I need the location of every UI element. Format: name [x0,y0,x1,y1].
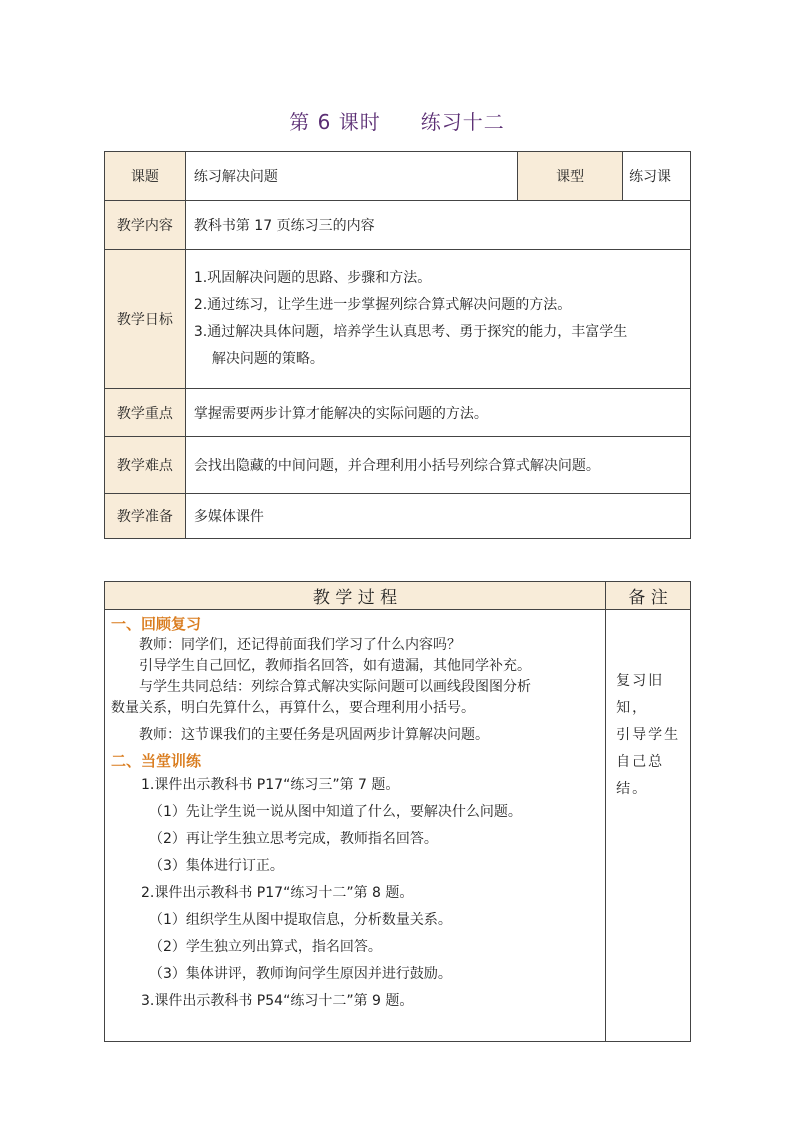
review-line: 教师：这节课我们的主要任务是巩固两步计算解决问题。 [139,727,489,743]
lesson-info-table [104,151,691,539]
practice-item-1: 1.课件出示教科书 P17“练习三”第 7 题。 [141,777,400,793]
goals-row [105,250,691,389]
review-line: 数量关系，明白先算什么，再算什么，要合理利用小括号。 [111,700,475,716]
process-header-row [105,582,691,610]
section-review-title: 一、回顾复习 [111,615,202,633]
notes-header: 备 注 [606,582,691,610]
teaching-process-table [104,581,691,1042]
review-line: 与学生共同总结：列综合算式解决实际问题可以画线段图图分析 [139,679,531,695]
review-line: 教师：同学们，还记得前面我们学习了什么内容吗？ [139,637,461,653]
goal-line: 1.巩固解决问题的思路、步骤和方法。 [193,270,432,286]
note-line: 自己总结。 [616,754,665,797]
practice-subitem: （3）集体讲评，教师询问学生原因并进行鼓励。 [149,966,452,982]
lesson-number: 第 6 课时 [289,110,381,134]
topic-row [105,152,691,201]
topic-label: 课题 [105,152,186,201]
practice-subitem: （1）先让学生说一说从图中知道了什么，要解决什么问题。 [149,804,522,820]
review-line: 引导学生自己回忆，教师指名回答，如有遗漏，其他同学补充。 [139,658,531,674]
goal-line: 3.通过解决具体问题，培养学生认真思考、勇于探究的能力，丰富学生 [193,324,628,340]
page-title [0,106,794,135]
notes-content [606,610,691,1042]
goal-line: 解决问题的策略。 [211,351,324,367]
type-value: 练习课 [623,152,691,201]
goals-label: 教学日标 [105,250,186,389]
difficulty-row [105,437,691,494]
practice-subitem: （3）集体进行订正。 [149,858,284,874]
practice-subitem: （2）再让学生独立思考完成，教师指名回答。 [149,831,438,847]
practice-item-2: 2.课件出示教科书 P17“练习十二”第 8 题。 [141,885,414,901]
goals-value [185,250,690,389]
key-label: 教学重点 [105,389,186,437]
practice-item-3: 3.课件出示教科书 P54“练习十二”第 9 题。 [141,993,414,1009]
content-row [105,201,691,250]
difficulty-value: 会找出隐藏的中间问题，并合理利用小括号列综合算式解决问题。 [185,437,690,494]
practice-subitem: （1）组织学生从图中提取信息，分析数量关系。 [149,912,452,928]
content-label: 教学内容 [105,201,186,250]
content-value: 教科书第 17 页练习三的内容 [185,201,690,250]
key-value: 掌握需要两步计算才能解决的实际问题的方法。 [185,389,690,437]
prep-row [105,494,691,539]
topic-value: 练习解决问题 [185,152,517,201]
practice-subitem: （2）学生独立列出算式，指名回答。 [149,939,382,955]
key-row [105,389,691,437]
prep-value: 多媒体课件 [185,494,690,539]
section-practice-title: 二、当堂训练 [111,752,202,770]
type-label: 课型 [518,152,623,201]
note-line: 引导学生 [616,727,681,743]
goal-line: 2.通过练习，让学生进一步掌握列综合算式解决问题的方法。 [193,297,572,313]
note-line: 复习旧知， [616,673,665,716]
process-body-row [105,610,691,1042]
process-content [105,610,606,1042]
prep-label: 教学准备 [105,494,186,539]
lesson-name: 练习十二 [420,110,505,134]
process-header: 教 学 过 程 [105,582,606,610]
difficulty-label: 教学难点 [105,437,186,494]
